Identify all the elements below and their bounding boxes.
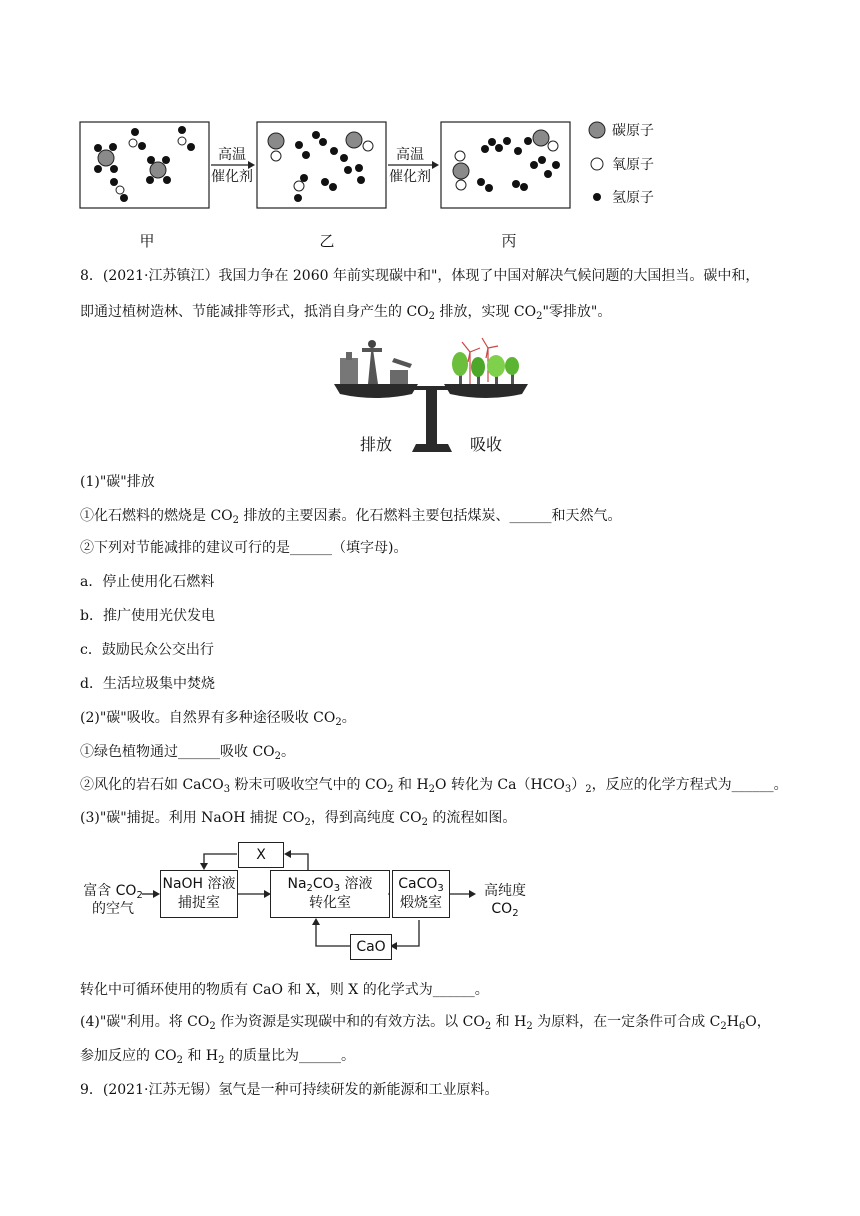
arrow1-bottom-label: 催化剂	[211, 169, 253, 185]
caption-bing: 丙	[501, 232, 517, 250]
arrow1-top-label: 高温	[218, 147, 246, 163]
flow-box-x: X	[238, 842, 284, 868]
part1-heading: (1)"碳"排放	[80, 474, 155, 490]
box-jia	[80, 122, 209, 208]
part2-question1: ①绿色植物通过______吸收 $CO_2$。	[80, 744, 296, 762]
flow-box-conversion: $Na_2CO_3$ 溶液 转化室	[270, 870, 390, 918]
caption-jia: 甲	[139, 232, 155, 250]
part3-question: 转化中可循环使用的物质有 CaO 和 X，则 X 的化学式为______。	[80, 982, 489, 998]
flow-box-capture: NaOH 溶液 捕捉室	[160, 870, 238, 918]
balance-left-label: 排放	[360, 435, 393, 454]
part1-question1: ①化石燃料的燃烧是 $CO_2$ 排放的主要因素。化石燃料主要包括煤炭、______和天然气。	[80, 508, 622, 526]
flow-box-calcination: CaCO$_3$ 煅烧室	[392, 870, 450, 918]
arrow2-bottom-label: 催化剂	[389, 169, 431, 185]
legend-oxygen-label: 氧原子	[612, 157, 654, 173]
q8-intro-line2: 即通过植树造林、节能减排等形式，抵消自身产生的 $CO_2$ 排放，实现 $CO_2$"零排放"。	[80, 304, 612, 322]
flow-output-label: 高纯度 $CO_2$	[484, 883, 526, 919]
option-c: c．鼓励民众公交出行	[80, 642, 214, 658]
arrow2-top-label: 高温	[396, 147, 424, 163]
option-a: a．停止使用化石燃料	[80, 574, 215, 590]
flow-box-cao: CaO	[350, 934, 392, 960]
option-b: b．推广使用光伏发电	[80, 608, 215, 624]
part3-heading: (3)"碳"捕捉。利用 NaOH 捕捉 $CO_2$，得到高纯度 $CO_2$ 的流程如图。	[80, 810, 517, 828]
legend-carbon-label: 碳原子	[612, 123, 654, 139]
flow-input-label: 富含 $CO_2$ 的空气	[83, 883, 143, 917]
legend-hydrogen-label: 氢原子	[612, 190, 654, 206]
carbon-atom-icon	[589, 122, 605, 138]
part2-question2: ②风化的岩石如 CaCO$_3$ 粉末可吸收空气中的 $CO_2$ 和 $H_2O$ 转化为 $Ca(HCO_3)_2$，反应的化学方程式为______。	[80, 777, 788, 795]
option-d: d．生活垃圾集中焚烧	[80, 676, 215, 692]
q8-intro-line1: 8．(2021·江苏镇江）我国力争在 2060 年前实现碳中和"，体现了中国对解决气候问题的大国担当。碳中和，	[80, 268, 760, 284]
part4-line1: (4)"碳"利用。将 $CO_2$ 作为资源是实现碳中和的有效方法。以 $CO_2$ 和 $H_2$ 为原料，在一定条件可合成 $C_2H_6O$，	[80, 1014, 771, 1032]
molecule-boxes	[78, 118, 678, 218]
part4-line2: 参加反应的 $CO_2$ 和 $H_2$ 的质量比为______。	[80, 1048, 355, 1066]
hydrogen-atom-icon	[593, 193, 601, 201]
q9-intro: 9．(2021·江苏无锡）氢气是一种可持续研发的新能源和工业原料。	[80, 1082, 499, 1098]
oxygen-atom-icon	[591, 158, 603, 170]
balance-right-label: 吸收	[470, 435, 503, 454]
part1-question2: ②下列对节能减排的建议可行的是______（填字母)。	[80, 540, 408, 556]
caption-yi: 乙	[319, 232, 335, 250]
part2-heading: (2)"碳"吸收。自然界有多种途径吸收 $CO_2$。	[80, 710, 356, 728]
